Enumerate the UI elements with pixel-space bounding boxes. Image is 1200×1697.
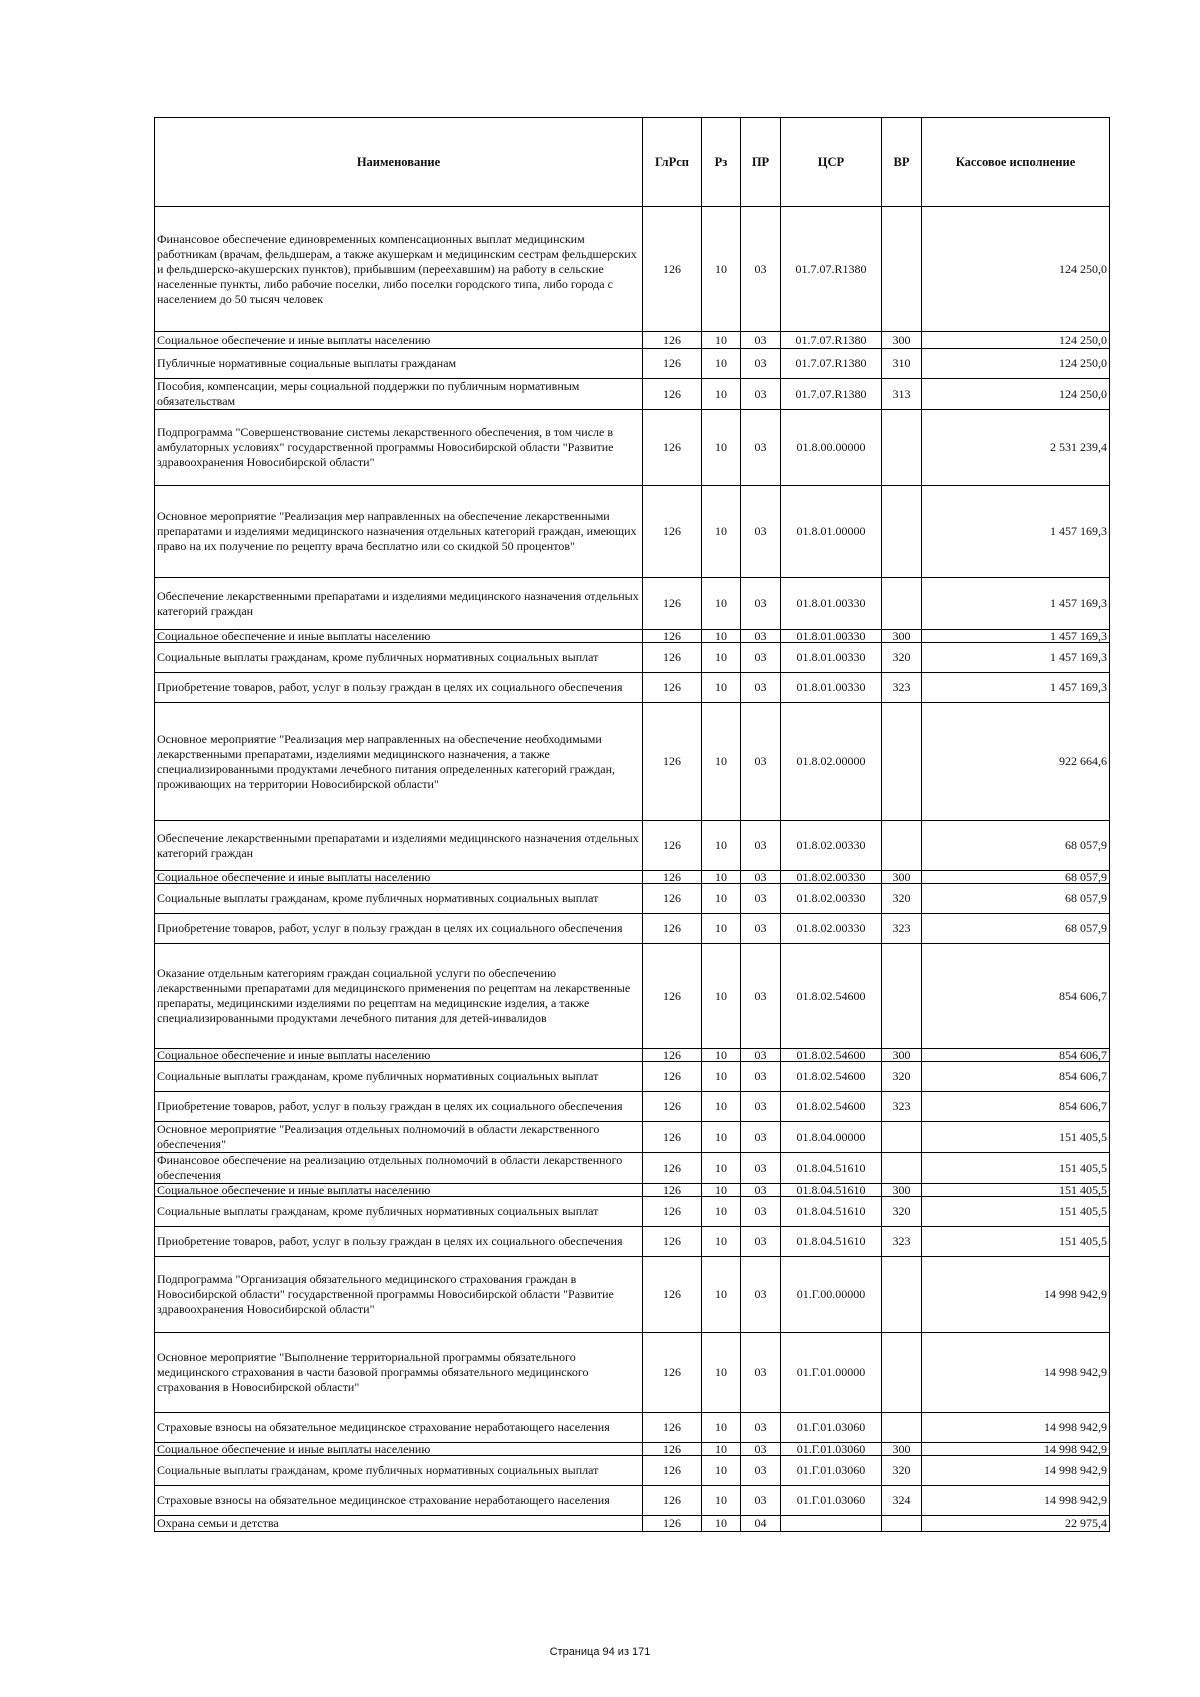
- budget-table: [154, 117, 1110, 1532]
- row-csr: 01.Г.01.03060: [781, 1486, 882, 1516]
- row-csr: 01.8.01.00330: [781, 630, 882, 643]
- table-row: [155, 871, 1110, 884]
- row-glrsp: 126: [643, 486, 702, 578]
- row-name: Пособия, компенсации, меры социальной поддержки по публичным нормативным обязательствам: [155, 379, 643, 410]
- row-amount: 854 606,7: [922, 1049, 1110, 1062]
- row-glrsp: 126: [643, 871, 702, 884]
- row-glrsp: 126: [643, 643, 702, 673]
- row-pr: 03: [741, 207, 781, 332]
- row-glrsp: 126: [643, 410, 702, 486]
- table-body: [155, 207, 1110, 1532]
- row-glrsp: 126: [643, 332, 702, 349]
- row-glrsp: 126: [643, 630, 702, 643]
- row-amount: 14 998 942,9: [922, 1413, 1110, 1443]
- row-glrsp: 126: [643, 1486, 702, 1516]
- row-vr: [882, 1153, 922, 1184]
- row-glrsp: 126: [643, 1227, 702, 1257]
- row-vr: [882, 578, 922, 630]
- row-amount: 68 057,9: [922, 884, 1110, 914]
- row-amount: 14 998 942,9: [922, 1486, 1110, 1516]
- row-rz: 10: [702, 1184, 741, 1197]
- row-name: Социальные выплаты гражданам, кроме публичных нормативных социальных выплат: [155, 1197, 643, 1227]
- row-glrsp: 126: [643, 578, 702, 630]
- row-csr: 01.8.01.00330: [781, 643, 882, 673]
- table-row: [155, 673, 1110, 703]
- row-rz: 10: [702, 821, 741, 871]
- row-rz: 10: [702, 871, 741, 884]
- row-rz: 10: [702, 1516, 741, 1532]
- row-amount: 124 250,0: [922, 379, 1110, 410]
- row-pr: 03: [741, 332, 781, 349]
- row-vr: 300: [882, 1049, 922, 1062]
- row-rz: 10: [702, 673, 741, 703]
- row-rz: 10: [702, 1486, 741, 1516]
- row-glrsp: 126: [643, 1443, 702, 1456]
- row-csr: 01.8.01.00330: [781, 578, 882, 630]
- row-csr: 01.8.02.00330: [781, 914, 882, 944]
- row-vr: 320: [882, 1062, 922, 1092]
- header-glrsp: ГлРсп: [643, 118, 702, 207]
- row-pr: 03: [741, 1227, 781, 1257]
- table-row: [155, 703, 1110, 821]
- row-name: Приобретение товаров, работ, услуг в пользу граждан в целях их социального обеспечения: [155, 673, 643, 703]
- row-csr: 01.8.04.00000: [781, 1122, 882, 1153]
- table-row: [155, 1153, 1110, 1184]
- row-rz: 10: [702, 944, 741, 1049]
- row-glrsp: 126: [643, 1049, 702, 1062]
- row-amount: 14 998 942,9: [922, 1443, 1110, 1456]
- row-rz: 10: [702, 1443, 741, 1456]
- row-csr: 01.7.07.R1380: [781, 379, 882, 410]
- table-row: [155, 821, 1110, 871]
- row-pr: 03: [741, 1153, 781, 1184]
- row-glrsp: 126: [643, 821, 702, 871]
- table-row: [155, 1197, 1110, 1227]
- row-rz: 10: [702, 703, 741, 821]
- row-csr: 01.8.02.54600: [781, 944, 882, 1049]
- row-pr: 03: [741, 944, 781, 1049]
- row-amount: 151 405,5: [922, 1197, 1110, 1227]
- row-rz: 10: [702, 643, 741, 673]
- row-amount: 14 998 942,9: [922, 1257, 1110, 1333]
- row-csr: 01.8.02.00330: [781, 884, 882, 914]
- row-vr: 310: [882, 349, 922, 379]
- header-vr: ВР: [882, 118, 922, 207]
- row-amount: 124 250,0: [922, 332, 1110, 349]
- row-name: Социальные выплаты гражданам, кроме публичных нормативных социальных выплат: [155, 884, 643, 914]
- row-rz: 10: [702, 1153, 741, 1184]
- row-name: Финансовое обеспечение на реализацию отдельных полномочий в области лекарственного обеспечения: [155, 1153, 643, 1184]
- row-rz: 10: [702, 1257, 741, 1333]
- table-row: [155, 379, 1110, 410]
- row-name: Социальные выплаты гражданам, кроме публичных нормативных социальных выплат: [155, 1456, 643, 1486]
- row-csr: 01.8.00.00000: [781, 410, 882, 486]
- row-vr: [882, 207, 922, 332]
- row-pr: 03: [741, 821, 781, 871]
- row-pr: 04: [741, 1516, 781, 1532]
- row-rz: 10: [702, 630, 741, 643]
- row-name: Приобретение товаров, работ, услуг в пользу граждан в целях их социального обеспечения: [155, 1092, 643, 1122]
- table-row: [155, 578, 1110, 630]
- table-row: [155, 349, 1110, 379]
- table-row: [155, 1456, 1110, 1486]
- row-vr: 323: [882, 673, 922, 703]
- row-name: Социальные выплаты гражданам, кроме публичных нормативных социальных выплат: [155, 643, 643, 673]
- row-vr: [882, 1516, 922, 1532]
- row-vr: 324: [882, 1486, 922, 1516]
- row-rz: 10: [702, 884, 741, 914]
- table-row: [155, 884, 1110, 914]
- row-csr: 01.7.07.R1380: [781, 207, 882, 332]
- header-pr: ПР: [741, 118, 781, 207]
- row-csr: 01.Г.01.03060: [781, 1413, 882, 1443]
- row-rz: 10: [702, 1049, 741, 1062]
- table-row: [155, 1443, 1110, 1456]
- row-name: Социальное обеспечение и иные выплаты населению: [155, 332, 643, 349]
- row-pr: 03: [741, 486, 781, 578]
- row-vr: [882, 1413, 922, 1443]
- row-name: Обеспечение лекарственными препаратами и изделиями медицинского назначения отдельных категорий граждан: [155, 821, 643, 871]
- row-rz: 10: [702, 1227, 741, 1257]
- row-amount: 2 531 239,4: [922, 410, 1110, 486]
- row-vr: 300: [882, 1443, 922, 1456]
- header-amount: Кассовое исполнение: [922, 118, 1110, 207]
- row-glrsp: 126: [643, 1413, 702, 1443]
- row-pr: 03: [741, 871, 781, 884]
- row-name: Основное мероприятие "Реализация мер направленных на обеспечение необходимыми лекарственными препаратами, изделиями медицинского назначения, а также специализированными продуктами лечебного питания определенных категорий граждан, проживающих на территории Новосибирской области": [155, 703, 643, 821]
- row-name: Приобретение товаров, работ, услуг в пользу граждан в целях их социального обеспечения: [155, 914, 643, 944]
- row-vr: 300: [882, 332, 922, 349]
- row-vr: 300: [882, 1184, 922, 1197]
- row-name: Социальное обеспечение и иные выплаты населению: [155, 1443, 643, 1456]
- row-vr: 313: [882, 379, 922, 410]
- row-amount: 922 664,6: [922, 703, 1110, 821]
- row-name: Публичные нормативные социальные выплаты гражданам: [155, 349, 643, 379]
- row-glrsp: 126: [643, 1333, 702, 1413]
- row-glrsp: 126: [643, 1456, 702, 1486]
- row-amount: 68 057,9: [922, 871, 1110, 884]
- table-row: [155, 1227, 1110, 1257]
- table-row: [155, 1333, 1110, 1413]
- table-row: [155, 207, 1110, 332]
- row-name: Основное мероприятие "Выполнение территориальной программы обязательного медицинского страхования в части базовой программы обязательного медицинского страхования в Новосибирской области": [155, 1333, 643, 1413]
- page-number: Страница 94 из 171: [549, 1646, 651, 1658]
- table-row: [155, 332, 1110, 349]
- row-glrsp: 126: [643, 944, 702, 1049]
- row-amount: 1 457 169,3: [922, 486, 1110, 578]
- row-vr: 323: [882, 914, 922, 944]
- row-glrsp: 126: [643, 207, 702, 332]
- row-amount: 68 057,9: [922, 821, 1110, 871]
- row-rz: 10: [702, 1062, 741, 1092]
- row-glrsp: 126: [643, 379, 702, 410]
- row-glrsp: 126: [643, 1184, 702, 1197]
- row-csr: 01.8.02.00330: [781, 821, 882, 871]
- row-vr: [882, 821, 922, 871]
- row-amount: 854 606,7: [922, 1062, 1110, 1092]
- row-rz: 10: [702, 410, 741, 486]
- row-glrsp: 126: [643, 1092, 702, 1122]
- row-vr: [882, 1122, 922, 1153]
- row-csr: 01.Г.01.00000: [781, 1333, 882, 1413]
- row-pr: 03: [741, 1333, 781, 1413]
- row-glrsp: 126: [643, 1197, 702, 1227]
- row-name: Социальные выплаты гражданам, кроме публичных нормативных социальных выплат: [155, 1062, 643, 1092]
- row-glrsp: 126: [643, 1516, 702, 1532]
- row-name: Страховые взносы на обязательное медицинское страхование неработающего населения: [155, 1413, 643, 1443]
- row-glrsp: 126: [643, 1257, 702, 1333]
- row-glrsp: 126: [643, 884, 702, 914]
- row-csr: 01.Г.01.03060: [781, 1443, 882, 1456]
- row-rz: 10: [702, 349, 741, 379]
- row-csr: 01.8.04.51610: [781, 1197, 882, 1227]
- row-amount: 1 457 169,3: [922, 673, 1110, 703]
- row-name: Социальное обеспечение и иные выплаты населению: [155, 1049, 643, 1062]
- table-row: [155, 1257, 1110, 1333]
- row-amount: 14 998 942,9: [922, 1456, 1110, 1486]
- row-vr: [882, 1257, 922, 1333]
- row-csr: 01.Г.01.03060: [781, 1456, 882, 1486]
- row-amount: 1 457 169,3: [922, 630, 1110, 643]
- row-rz: 10: [702, 914, 741, 944]
- row-rz: 10: [702, 332, 741, 349]
- row-pr: 03: [741, 1443, 781, 1456]
- row-pr: 03: [741, 1257, 781, 1333]
- row-pr: 03: [741, 410, 781, 486]
- row-rz: 10: [702, 1122, 741, 1153]
- row-rz: 10: [702, 207, 741, 332]
- row-rz: 10: [702, 1333, 741, 1413]
- row-glrsp: 126: [643, 1122, 702, 1153]
- row-pr: 03: [741, 643, 781, 673]
- row-rz: 10: [702, 486, 741, 578]
- table-row: [155, 486, 1110, 578]
- row-name: Основное мероприятие "Реализация мер направленных на обеспечение лекарственными препаратами и изделиями медицинского назначения отдельных категорий граждан, имеющих право на их получение по рецепту врача бесплатно или со скидкой 50 процентов": [155, 486, 643, 578]
- row-glrsp: 126: [643, 1062, 702, 1092]
- row-amount: 854 606,7: [922, 944, 1110, 1049]
- table-row: [155, 1486, 1110, 1516]
- row-pr: 03: [741, 1486, 781, 1516]
- header-name: Наименование: [155, 118, 643, 207]
- row-pr: 03: [741, 1197, 781, 1227]
- row-csr: 01.8.01.00000: [781, 486, 882, 578]
- row-rz: 10: [702, 1456, 741, 1486]
- row-rz: 10: [702, 1413, 741, 1443]
- row-vr: [882, 410, 922, 486]
- table-row: [155, 1092, 1110, 1122]
- row-rz: 10: [702, 578, 741, 630]
- row-name: Обеспечение лекарственными препаратами и изделиями медицинского назначения отдельных категорий граждан: [155, 578, 643, 630]
- row-rz: 10: [702, 379, 741, 410]
- table-row: [155, 1122, 1110, 1153]
- table-row: [155, 1516, 1110, 1532]
- row-pr: 03: [741, 914, 781, 944]
- table-row: [155, 643, 1110, 673]
- table-row: [155, 1413, 1110, 1443]
- row-amount: 124 250,0: [922, 207, 1110, 332]
- table-row: [155, 410, 1110, 486]
- row-vr: [882, 1333, 922, 1413]
- header-row: [155, 118, 1110, 207]
- row-csr: 01.8.02.54600: [781, 1092, 882, 1122]
- row-csr: 01.7.07.R1380: [781, 349, 882, 379]
- row-glrsp: 126: [643, 1153, 702, 1184]
- row-amount: 151 405,5: [922, 1153, 1110, 1184]
- row-csr: 01.8.02.54600: [781, 1049, 882, 1062]
- row-name: Финансовое обеспечение единовременных компенсационных выплат медицинским работникам (врачам, фельдшерам, а также акушеркам и медицинским сестрам фельдшерских и фельдшерско-акушерских пунктов), прибывшим (переехавшим) на работу в сельские населенные пункты, либо рабочие поселки, либо поселки городского типа, либо города с населением до 50 тысяч человек: [155, 207, 643, 332]
- row-pr: 03: [741, 1456, 781, 1486]
- row-csr: [781, 1516, 882, 1532]
- row-name: Социальное обеспечение и иные выплаты населению: [155, 630, 643, 643]
- row-vr: [882, 486, 922, 578]
- row-csr: 01.8.01.00330: [781, 673, 882, 703]
- row-vr: [882, 703, 922, 821]
- row-pr: 03: [741, 1413, 781, 1443]
- row-pr: 03: [741, 1092, 781, 1122]
- row-pr: 03: [741, 1062, 781, 1092]
- table-row: [155, 1184, 1110, 1197]
- row-csr: 01.8.04.51610: [781, 1184, 882, 1197]
- row-amount: 14 998 942,9: [922, 1333, 1110, 1413]
- row-pr: 03: [741, 630, 781, 643]
- row-vr: 323: [882, 1227, 922, 1257]
- row-amount: 124 250,0: [922, 349, 1110, 379]
- row-vr: [882, 944, 922, 1049]
- row-csr: 01.Г.00.00000: [781, 1257, 882, 1333]
- row-amount: 151 405,5: [922, 1227, 1110, 1257]
- row-pr: 03: [741, 703, 781, 821]
- row-vr: 320: [882, 1197, 922, 1227]
- row-name: Подпрограмма "Совершенствование системы лекарственного обеспечения, в том числе в амбулаторных условиях" государственной программы Новосибирской области "Развитие здравоохранения Новосибирской области": [155, 410, 643, 486]
- row-glrsp: 126: [643, 703, 702, 821]
- table-row: [155, 914, 1110, 944]
- row-vr: 300: [882, 630, 922, 643]
- row-rz: 10: [702, 1092, 741, 1122]
- row-name: Оказание отдельным категориям граждан социальной услуги по обеспечению лекарственными препаратами для медицинского применения по рецептам на лекарственные препараты, медицинскими изделиями по рецептам на медицинские изделия, а также специализированными продуктами лечебного питания для детей-инвалидов: [155, 944, 643, 1049]
- row-rz: 10: [702, 1197, 741, 1227]
- table-row: [155, 944, 1110, 1049]
- row-pr: 03: [741, 1122, 781, 1153]
- row-csr: 01.8.04.51610: [781, 1227, 882, 1257]
- table-row: [155, 1049, 1110, 1062]
- row-pr: 03: [741, 673, 781, 703]
- row-amount: 22 975,4: [922, 1516, 1110, 1532]
- row-name: Социальное обеспечение и иные выплаты населению: [155, 1184, 643, 1197]
- header-rz: Рз: [702, 118, 741, 207]
- row-glrsp: 126: [643, 349, 702, 379]
- row-csr: 01.8.02.54600: [781, 1062, 882, 1092]
- row-name: Социальное обеспечение и иные выплаты населению: [155, 871, 643, 884]
- row-amount: 1 457 169,3: [922, 578, 1110, 630]
- row-name: Страховые взносы на обязательное медицинское страхование неработающего населения: [155, 1486, 643, 1516]
- header-csr: ЦСР: [781, 118, 882, 207]
- row-vr: 300: [882, 871, 922, 884]
- table-row: [155, 1062, 1110, 1092]
- row-pr: 03: [741, 349, 781, 379]
- row-amount: 151 405,5: [922, 1122, 1110, 1153]
- row-amount: 854 606,7: [922, 1092, 1110, 1122]
- row-name: Подпрограмма "Организация обязательного медицинского страхования граждан в Новосибирской области" государственной программы Новосибирской области "Развитие здравоохранения Новосибирской области": [155, 1257, 643, 1333]
- row-vr: 320: [882, 884, 922, 914]
- row-name: Основное мероприятие "Реализация отдельных полномочий в области лекарственного обеспечения": [155, 1122, 643, 1153]
- row-glrsp: 126: [643, 673, 702, 703]
- row-vr: 320: [882, 643, 922, 673]
- row-pr: 03: [741, 884, 781, 914]
- row-pr: 03: [741, 379, 781, 410]
- row-csr: 01.8.02.00330: [781, 871, 882, 884]
- row-glrsp: 126: [643, 914, 702, 944]
- row-amount: 68 057,9: [922, 914, 1110, 944]
- row-pr: 03: [741, 578, 781, 630]
- row-amount: 151 405,5: [922, 1184, 1110, 1197]
- row-pr: 03: [741, 1184, 781, 1197]
- row-name: Охрана семьи и детства: [155, 1516, 643, 1532]
- row-name: Приобретение товаров, работ, услуг в пользу граждан в целях их социального обеспечения: [155, 1227, 643, 1257]
- row-vr: 323: [882, 1092, 922, 1122]
- row-csr: 01.8.04.51610: [781, 1153, 882, 1184]
- row-vr: 320: [882, 1456, 922, 1486]
- row-amount: 1 457 169,3: [922, 643, 1110, 673]
- row-csr: 01.8.02.00000: [781, 703, 882, 821]
- row-pr: 03: [741, 1049, 781, 1062]
- row-csr: 01.7.07.R1380: [781, 332, 882, 349]
- table-row: [155, 630, 1110, 643]
